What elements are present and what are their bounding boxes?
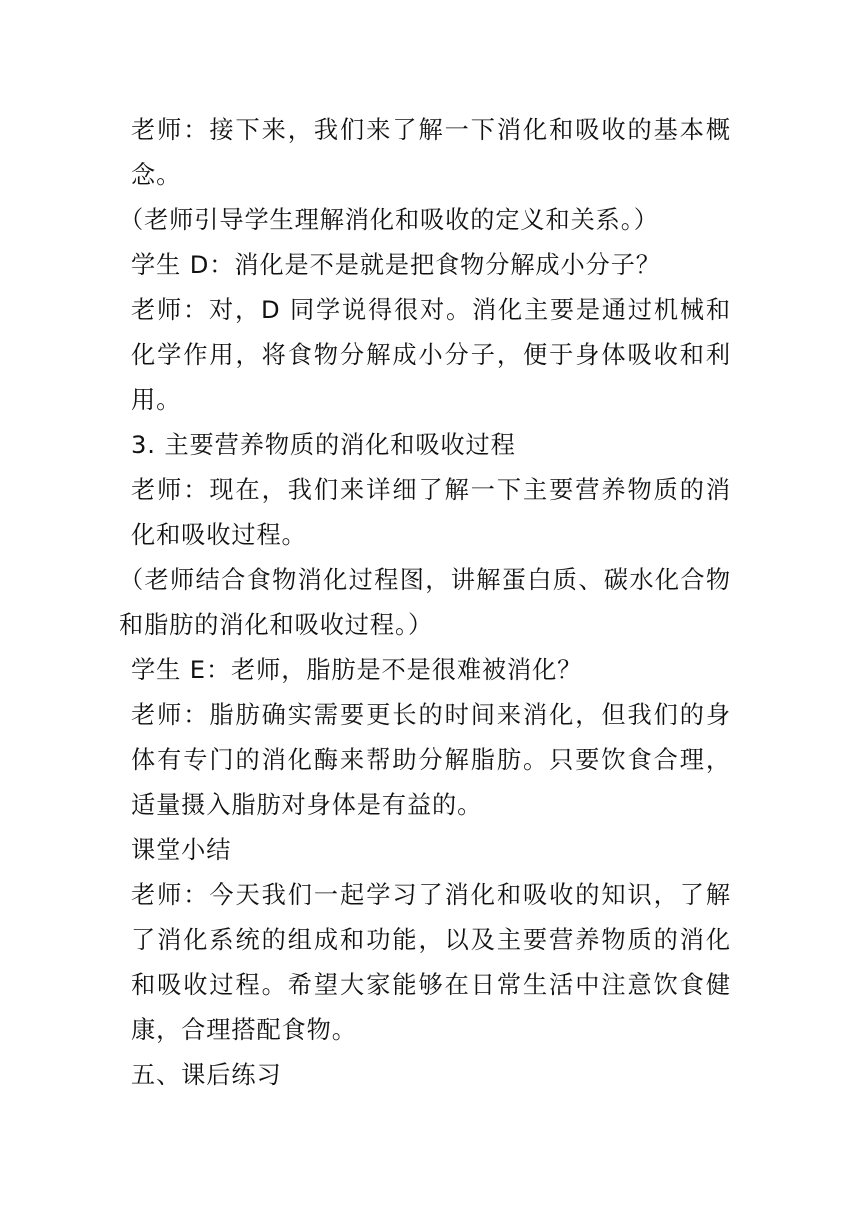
paragraph-teacher-nutrient-intro: 老师：现在，我们来详细了解一下主要营养物质的消化和吸收过程。 (131, 476, 731, 549)
document-body (119, 108, 731, 1098)
paragraph-teacher-intro-concepts: 老师：接下来，我们来了解一下消化和吸收的基本概念。 (131, 116, 731, 189)
paragraph-teacher-answer-e: 老师：脂肪确实需要更长的时间来消化，但我们的身体有专门的消化酶来帮助分解脂肪。只要饮食合理，适量摄入脂肪对身体是有益的。 (131, 701, 731, 819)
paragraph-teacher-summary: 老师：今天我们一起学习了消化和吸收的知识，了解了消化系统的组成和功能，以及主要营养物质的消化和吸收过程。希望大家能够在日常生活中注意饮食健康，合理搭配食物。 (131, 881, 731, 1044)
section-heading-nutrient-digestion: 3. 主要营养物质的消化和吸收过程 (131, 431, 516, 459)
paragraph-teacher-diagram-note: （老师结合食物消化过程图，讲解蛋白质、碳水化合物和脂肪的消化和吸收过程。） (119, 566, 731, 639)
section-heading-homework: 五、课后练习 (131, 1061, 282, 1089)
paragraph-student-e-question: 学生 E：老师，脂肪是不是很难被消化？ (131, 656, 583, 684)
paragraph-student-d-question: 学生 D：消化是不是就是把食物分解成小分子？ (131, 251, 661, 279)
paragraph-teacher-answer-d: 老师：对，D 同学说得很对。消化主要是通过机械和化学作用，将食物分解成小分子，便于身体吸收和利用。 (131, 296, 731, 414)
paragraph-teacher-guidance-note: （老师引导学生理解消化和吸收的定义和关系。） (119, 206, 659, 234)
section-heading-class-summary: 课堂小结 (131, 836, 232, 864)
